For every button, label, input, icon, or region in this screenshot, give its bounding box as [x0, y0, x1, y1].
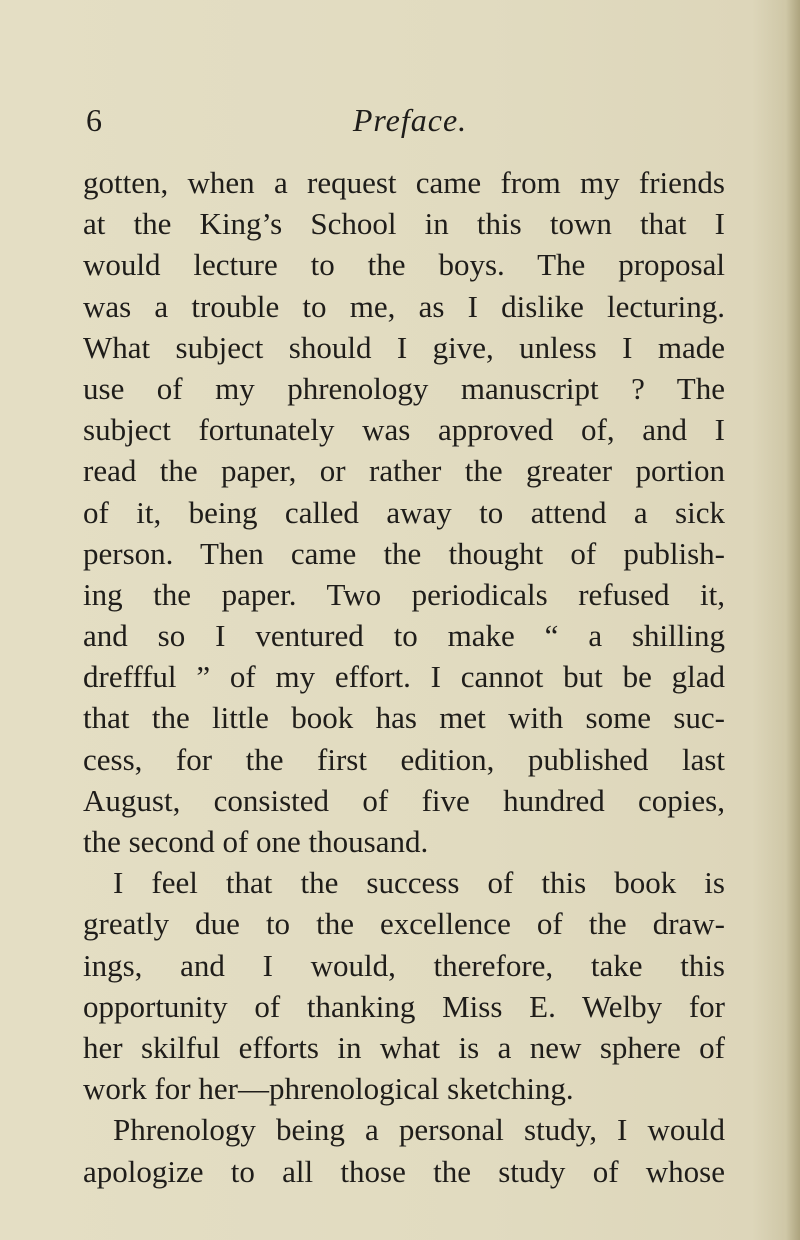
text-line: subject fortunately was approved of, and I	[83, 412, 725, 448]
text-line: What subject should I give, unless I made	[83, 329, 725, 365]
text-line: ing the paper. Two periodicals refused it,	[83, 576, 725, 612]
text-line: of it, being called away to attend a sick	[83, 494, 725, 530]
text-line: cess, for the first edition, published last	[83, 741, 725, 777]
paragraph-start-line: Phrenology being a personal study, I would	[113, 1112, 725, 1148]
text-line: opportunity of thanking Miss E. Welby for	[83, 988, 725, 1024]
text-line: person. Then came the thought of publish-	[83, 535, 725, 571]
text-line: that the little book has met with some suc-	[83, 700, 725, 736]
text-line: ings, and I would, therefore, take this	[83, 947, 725, 983]
text-line: was a trouble to me, as I dislike lecturing.	[83, 288, 725, 324]
text-line: her skilful efforts in what is a new sphere of	[83, 1029, 725, 1065]
text-line: greatly due to the excellence of the draw-	[83, 906, 725, 942]
text-line: use of my phrenology manuscript ? The	[83, 370, 725, 406]
text-line: would lecture to the boys. The proposal	[83, 247, 725, 283]
page-number: 6	[86, 102, 102, 138]
running-head: Preface.	[352, 102, 468, 138]
text-line: dreffful ” of my effort. I cannot but be glad	[83, 659, 725, 695]
body-text	[83, 162, 725, 1192]
text-line: gotten, when a request came from my friends	[83, 165, 725, 200]
text-line: apologize to all those the study of whose	[83, 1153, 725, 1189]
text-line: read the paper, or rather the greater portion	[83, 453, 725, 489]
text-line: work for her—phrenological sketching.	[83, 1071, 574, 1107]
page-header	[80, 98, 740, 142]
text-line: the second of one thousand.	[83, 824, 429, 859]
text-line: and so I ventured to make “ a shilling	[83, 618, 725, 654]
paragraph-start-line: I feel that the success of this book is	[113, 865, 725, 901]
page-edge-shadow	[786, 0, 800, 1240]
text-line: August, consisted of five hundred copies,	[83, 782, 725, 818]
text-line: at the King’s School in this town that I	[83, 206, 725, 242]
